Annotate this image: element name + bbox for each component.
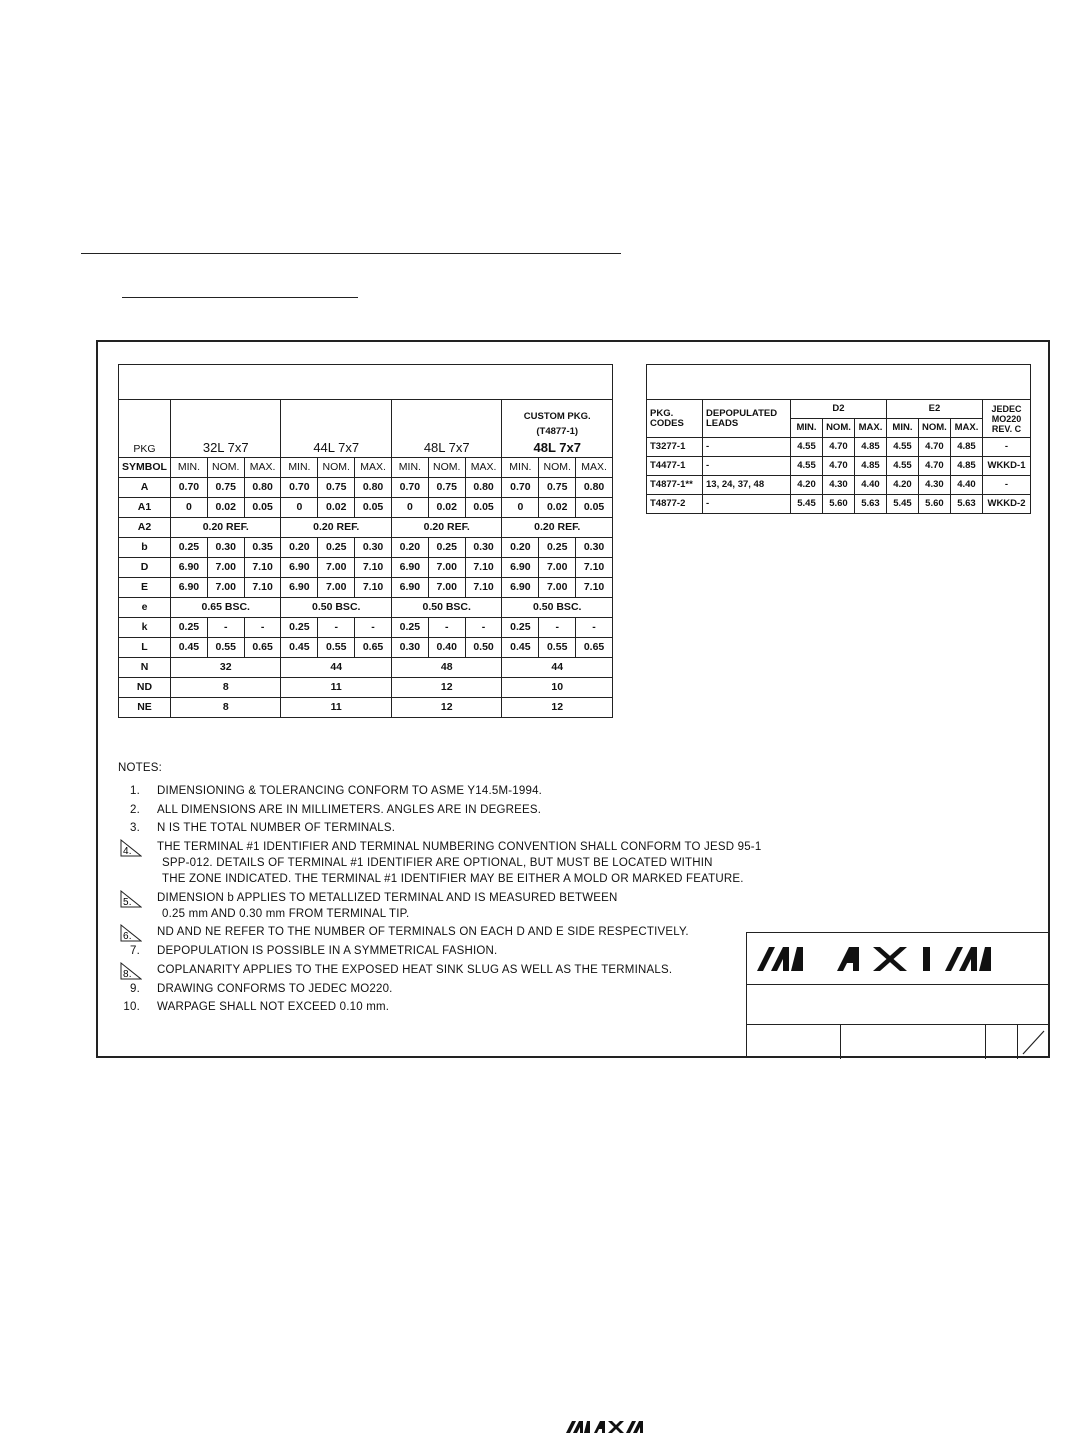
value-cell: 4.55 — [791, 438, 823, 457]
d2-header: D2 — [791, 400, 887, 419]
value-cell: 5.45 — [791, 495, 823, 514]
value-cell-span: 0.50 BSC. — [281, 598, 391, 618]
dimension-table — [118, 364, 613, 718]
value-cell: 7.00 — [539, 578, 576, 598]
title-block-logo-cell — [746, 932, 1050, 984]
value-cell: 0 — [502, 498, 539, 518]
value-cell-span: 8 — [171, 698, 281, 718]
dimension-row — [119, 658, 613, 678]
value-cell: - — [539, 618, 576, 638]
jedec-cell: WKKD-1 — [982, 457, 1030, 476]
symbol-cell: A2 — [119, 518, 171, 538]
note-item — [118, 839, 761, 887]
value-cell: - — [207, 618, 244, 638]
dimension-table-title — [119, 365, 613, 400]
note-text: DIMENSIONING & TOLERANCING CONFORM TO ASME Y14.5M-1994. — [157, 785, 543, 797]
value-cell: 4.20 — [791, 476, 823, 495]
pkg-name: 32L 7x7 — [171, 400, 281, 458]
note-text: DIMENSION b APPLIES TO METALLIZED TERMINAL AND IS MEASURED BETWEEN — [157, 891, 618, 904]
column-header: MIN. — [391, 458, 428, 478]
value-cell: 4.85 — [854, 457, 886, 476]
pkg-code-cell: T4877-2 — [647, 495, 703, 514]
value-cell-span: 12 — [391, 678, 501, 698]
symbol-cell: L — [119, 638, 171, 658]
value-cell-span: 0.50 BSC. — [391, 598, 501, 618]
value-cell: 0.02 — [318, 498, 355, 518]
heading-underline — [81, 253, 621, 254]
value-cell: 4.70 — [918, 438, 950, 457]
jedec-header: JEDEC MO220 REV. C — [982, 400, 1030, 438]
note-number: 1. — [130, 785, 140, 797]
package-code-row — [647, 457, 1031, 476]
dimension-row — [119, 678, 613, 698]
column-header: MAX. — [465, 458, 502, 478]
symbol-cell: N — [119, 658, 171, 678]
value-cell: 0.25 — [171, 538, 208, 558]
value-cell: 0.20 — [502, 538, 539, 558]
value-cell: 0.45 — [502, 638, 539, 658]
value-cell: 5.60 — [822, 495, 854, 514]
depopulated-leads-header: DEPOPULATED LEADS — [703, 400, 791, 438]
column-header: NOM. — [918, 419, 950, 438]
jedec-cell: WKKD-2 — [982, 495, 1030, 514]
maxim-logo-icon — [747, 933, 1051, 985]
value-cell: 0.02 — [428, 498, 465, 518]
note-number: 9. — [130, 982, 140, 995]
custom-pkg-name: 48L 7x7 — [533, 440, 581, 455]
dimension-row — [119, 638, 613, 658]
title-block-bottom-row — [746, 1024, 1050, 1058]
value-cell: 4.55 — [791, 457, 823, 476]
value-cell: 7.00 — [428, 578, 465, 598]
note-text: ND AND NE REFER TO THE NUMBER OF TERMINALS ON EACH D AND E SIDE RESPECTIVELY. — [157, 926, 689, 939]
value-cell: 0 — [171, 498, 208, 518]
package-code-row — [647, 438, 1031, 457]
value-cell: 6.90 — [391, 578, 428, 598]
value-cell: 0.65 — [244, 638, 281, 658]
notes-list — [118, 783, 761, 1015]
title-block-divider — [1017, 1025, 1018, 1059]
dimension-row — [119, 598, 613, 618]
value-cell-span: 32 — [171, 658, 281, 678]
pkg-code-cell: T3277-1 — [647, 438, 703, 457]
value-cell: 0.25 — [539, 538, 576, 558]
value-cell: 0.70 — [171, 478, 208, 498]
depopulated-leads-cell: 13, 24, 37, 48 — [703, 476, 791, 495]
note-text: THE TERMINAL #1 IDENTIFIER AND TERMINAL NUMBERING CONVENTION SHALL CONFORM TO JESD 95-1 — [157, 841, 762, 854]
value-cell: 0 — [391, 498, 428, 518]
value-cell: 6.90 — [281, 578, 318, 598]
title-block-divider — [840, 1025, 841, 1059]
pkg-name: 44L 7x7 — [281, 400, 391, 458]
value-cell-span: 8 — [171, 678, 281, 698]
note-text: WARPAGE SHALL NOT EXCEED 0.10 mm. — [157, 1001, 390, 1014]
value-cell: 7.00 — [207, 558, 244, 578]
value-cell: 0.55 — [318, 638, 355, 658]
value-cell: 6.90 — [391, 558, 428, 578]
note-item — [118, 981, 761, 997]
dimension-row — [119, 538, 613, 558]
notes-heading: NOTES: — [118, 762, 163, 774]
value-cell: 4.70 — [822, 457, 854, 476]
note-text: 0.25 mm AND 0.30 mm FROM TERMINAL TIP. — [162, 907, 410, 920]
dimension-row — [119, 478, 613, 498]
column-header: MAX. — [576, 458, 613, 478]
value-cell-span: 11 — [281, 698, 391, 718]
value-cell: 5.45 — [886, 495, 918, 514]
value-cell: 4.85 — [950, 438, 982, 457]
value-cell-span: 0.20 REF. — [391, 518, 501, 538]
note-number: 2. — [130, 803, 140, 816]
value-cell: 0.02 — [539, 498, 576, 518]
value-cell-span: 0.65 BSC. — [171, 598, 281, 618]
e2-header: E2 — [886, 400, 982, 419]
value-cell-span: 11 — [281, 678, 391, 698]
value-cell: 7.00 — [207, 578, 244, 598]
value-cell: 7.10 — [576, 558, 613, 578]
value-cell: 4.30 — [822, 476, 854, 495]
value-cell: - — [465, 618, 502, 638]
note-number: 4. — [123, 846, 132, 858]
package-code-table — [646, 364, 1031, 514]
value-cell-span: 44 — [281, 658, 391, 678]
value-cell: 0.40 — [428, 638, 465, 658]
value-cell-span: 44 — [502, 658, 613, 678]
title-block-title-cell — [746, 984, 1050, 1024]
value-cell: 7.10 — [244, 578, 281, 598]
value-cell: 0.30 — [355, 538, 392, 558]
value-cell: 0.25 — [281, 618, 318, 638]
value-cell: 0.25 — [318, 538, 355, 558]
value-cell: 4.40 — [854, 476, 886, 495]
value-cell: - — [576, 618, 613, 638]
column-header: MAX. — [854, 419, 886, 438]
note-item — [118, 943, 761, 959]
value-cell-span: 10 — [502, 678, 613, 698]
value-cell: 0 — [281, 498, 318, 518]
maxim-logo-icon — [564, 1420, 646, 1434]
note-item — [118, 783, 761, 799]
value-cell-span: 0.50 BSC. — [502, 598, 613, 618]
symbol-cell: A1 — [119, 498, 171, 518]
dimension-row — [119, 578, 613, 598]
pkg-code-cell: T4477-1 — [647, 457, 703, 476]
value-cell: 0.30 — [465, 538, 502, 558]
value-cell-span: 12 — [502, 698, 613, 718]
dimension-row — [119, 558, 613, 578]
note-text: DEPOPULATION IS POSSIBLE IN A SYMMETRICAL FASHION. — [157, 945, 498, 958]
jedec-cell: - — [982, 476, 1030, 495]
value-cell: 0.65 — [576, 638, 613, 658]
symbol-cell: NE — [119, 698, 171, 718]
value-cell: 5.63 — [950, 495, 982, 514]
symbol-cell: ND — [119, 678, 171, 698]
depopulated-leads-cell: - — [703, 457, 791, 476]
jedec-cell: - — [982, 438, 1030, 457]
column-header: MAX. — [950, 419, 982, 438]
value-cell: 7.10 — [355, 578, 392, 598]
value-cell: 5.60 — [918, 495, 950, 514]
column-header: MAX. — [244, 458, 281, 478]
depopulated-leads-cell: - — [703, 438, 791, 457]
column-header: NOM. — [318, 458, 355, 478]
column-header: MIN. — [171, 458, 208, 478]
value-cell: 4.55 — [886, 457, 918, 476]
column-header: MIN. — [502, 458, 539, 478]
note-number: 7. — [130, 945, 140, 958]
value-cell: 5.63 — [854, 495, 886, 514]
value-cell: 0.25 — [502, 618, 539, 638]
value-cell: 4.70 — [918, 457, 950, 476]
column-header: NOM. — [428, 458, 465, 478]
value-cell: 7.10 — [244, 558, 281, 578]
value-cell: 0.30 — [576, 538, 613, 558]
value-cell: 0.25 — [428, 538, 465, 558]
value-cell-span: 0.20 REF. — [171, 518, 281, 538]
value-cell: 0.50 — [465, 638, 502, 658]
value-cell: 0.80 — [355, 478, 392, 498]
value-cell: 0.05 — [576, 498, 613, 518]
value-cell: 0.65 — [355, 638, 392, 658]
note-text: ALL DIMENSIONS ARE IN MILLIMETERS. ANGLES ARE IN DEGREES. — [157, 803, 542, 816]
note-item — [118, 924, 761, 943]
value-cell-span: 0.20 REF. — [502, 518, 613, 538]
value-cell: 0.80 — [244, 478, 281, 498]
pkg-name-custom — [502, 400, 613, 458]
value-cell: 0.70 — [391, 478, 428, 498]
title-block-divider — [985, 1025, 986, 1059]
package-code-row — [647, 476, 1031, 495]
note-text: SPP-012. DETAILS OF TERMINAL #1 IDENTIFIER ARE OPTIONAL, BUT MUST BE LOCATED WITHIN — [162, 857, 713, 870]
package-code-row — [647, 495, 1031, 514]
pkg-code-cell: T4877-1** — [647, 476, 703, 495]
diagonal-slash-icon — [1019, 1027, 1049, 1057]
note-item — [118, 999, 761, 1015]
delta-triangle-icon — [120, 890, 142, 908]
pkg-name: 48L 7x7 — [391, 400, 501, 458]
value-cell: 0.75 — [428, 478, 465, 498]
value-cell: 4.40 — [950, 476, 982, 495]
value-cell: 0.20 — [281, 538, 318, 558]
value-cell: 4.20 — [886, 476, 918, 495]
column-header: NOM. — [539, 458, 576, 478]
symbol-label: SYMBOL — [119, 458, 171, 478]
note-text: DRAWING CONFORMS TO JEDEC MO220. — [157, 982, 393, 995]
value-cell: 0.05 — [465, 498, 502, 518]
note-number: 5. — [123, 896, 132, 908]
value-cell: 0.80 — [576, 478, 613, 498]
column-header: MIN. — [791, 419, 823, 438]
value-cell: 4.85 — [950, 457, 982, 476]
value-cell: 0.45 — [171, 638, 208, 658]
value-cell: 0.02 — [207, 498, 244, 518]
value-cell: 7.10 — [465, 578, 502, 598]
value-cell: 7.00 — [318, 558, 355, 578]
value-cell: 7.00 — [318, 578, 355, 598]
pkg-codes-header: PKG. CODES — [647, 400, 703, 438]
value-cell: 0.25 — [391, 618, 428, 638]
pkg-label: PKG — [119, 400, 171, 458]
value-cell: - — [428, 618, 465, 638]
column-header: MIN. — [886, 419, 918, 438]
symbol-cell: D — [119, 558, 171, 578]
value-cell: 0.70 — [281, 478, 318, 498]
value-cell: 6.90 — [502, 558, 539, 578]
subheading-underline — [122, 297, 358, 298]
value-cell: - — [244, 618, 281, 638]
note-number: 6. — [123, 931, 132, 943]
value-cell: 7.10 — [576, 578, 613, 598]
note-item — [118, 802, 761, 818]
note-item — [118, 820, 761, 836]
value-cell: 6.90 — [502, 578, 539, 598]
value-cell: - — [318, 618, 355, 638]
value-cell: 7.10 — [465, 558, 502, 578]
value-cell: 6.90 — [171, 558, 208, 578]
value-cell: 0.35 — [244, 538, 281, 558]
value-cell: 0.05 — [244, 498, 281, 518]
note-item — [118, 890, 761, 922]
value-cell: 0.30 — [207, 538, 244, 558]
delta-triangle-icon — [120, 962, 142, 980]
note-item — [118, 962, 761, 978]
symbol-cell: k — [119, 618, 171, 638]
value-cell: 6.90 — [281, 558, 318, 578]
symbol-cell: E — [119, 578, 171, 598]
custom-pkg-caption: CUSTOM PKG. — [523, 411, 591, 422]
dimension-row — [119, 498, 613, 518]
value-cell: 0.30 — [391, 638, 428, 658]
notes-section — [118, 762, 761, 1018]
column-header: NOM. — [207, 458, 244, 478]
dimension-row — [119, 518, 613, 538]
value-cell: 0.80 — [465, 478, 502, 498]
value-cell: 0.70 — [502, 478, 539, 498]
symbol-cell: b — [119, 538, 171, 558]
note-text: COPLANARITY APPLIES TO THE EXPOSED HEAT SINK SLUG AS WELL AS THE TERMINALS. — [157, 963, 673, 976]
value-cell: 0.45 — [281, 638, 318, 658]
column-header: MAX. — [355, 458, 392, 478]
note-number: 3. — [130, 822, 140, 835]
dimension-row — [119, 618, 613, 638]
value-cell: 7.00 — [539, 558, 576, 578]
note-number: 8. — [123, 968, 132, 980]
symbol-cell: e — [119, 598, 171, 618]
delta-triangle-icon — [120, 839, 142, 857]
note-text: THE ZONE INDICATED. THE TERMINAL #1 IDENTIFIER MAY BE EITHER A MOLD OR MARKED FEATURE. — [162, 873, 744, 886]
title-block — [746, 932, 1050, 1058]
delta-triangle-icon — [120, 924, 142, 942]
custom-pkg-code: (T4877-1) — [536, 426, 579, 437]
column-header: MIN. — [281, 458, 318, 478]
value-cell: 4.85 — [854, 438, 886, 457]
value-cell: 6.90 — [171, 578, 208, 598]
value-cell: 0.75 — [539, 478, 576, 498]
value-cell: 0.55 — [539, 638, 576, 658]
value-cell: 0.75 — [207, 478, 244, 498]
value-cell: 4.70 — [822, 438, 854, 457]
note-text: N IS THE TOTAL NUMBER OF TERMINALS. — [157, 822, 396, 835]
value-cell: 0.75 — [318, 478, 355, 498]
value-cell-span: 48 — [391, 658, 501, 678]
value-cell-span: 0.20 REF. — [281, 518, 391, 538]
dimension-row — [119, 698, 613, 718]
value-cell: 0.55 — [207, 638, 244, 658]
column-header: NOM. — [822, 419, 854, 438]
value-cell: 0.05 — [355, 498, 392, 518]
value-cell: - — [355, 618, 392, 638]
value-cell: 7.10 — [355, 558, 392, 578]
value-cell: 0.25 — [171, 618, 208, 638]
value-cell-span: 12 — [391, 698, 501, 718]
package-code-table-title — [647, 365, 1031, 400]
value-cell: 4.30 — [918, 476, 950, 495]
symbol-cell: A — [119, 478, 171, 498]
value-cell: 4.55 — [886, 438, 918, 457]
value-cell: 7.00 — [428, 558, 465, 578]
depopulated-leads-cell: - — [703, 495, 791, 514]
note-number: 10. — [123, 1001, 140, 1014]
value-cell: 0.20 — [391, 538, 428, 558]
